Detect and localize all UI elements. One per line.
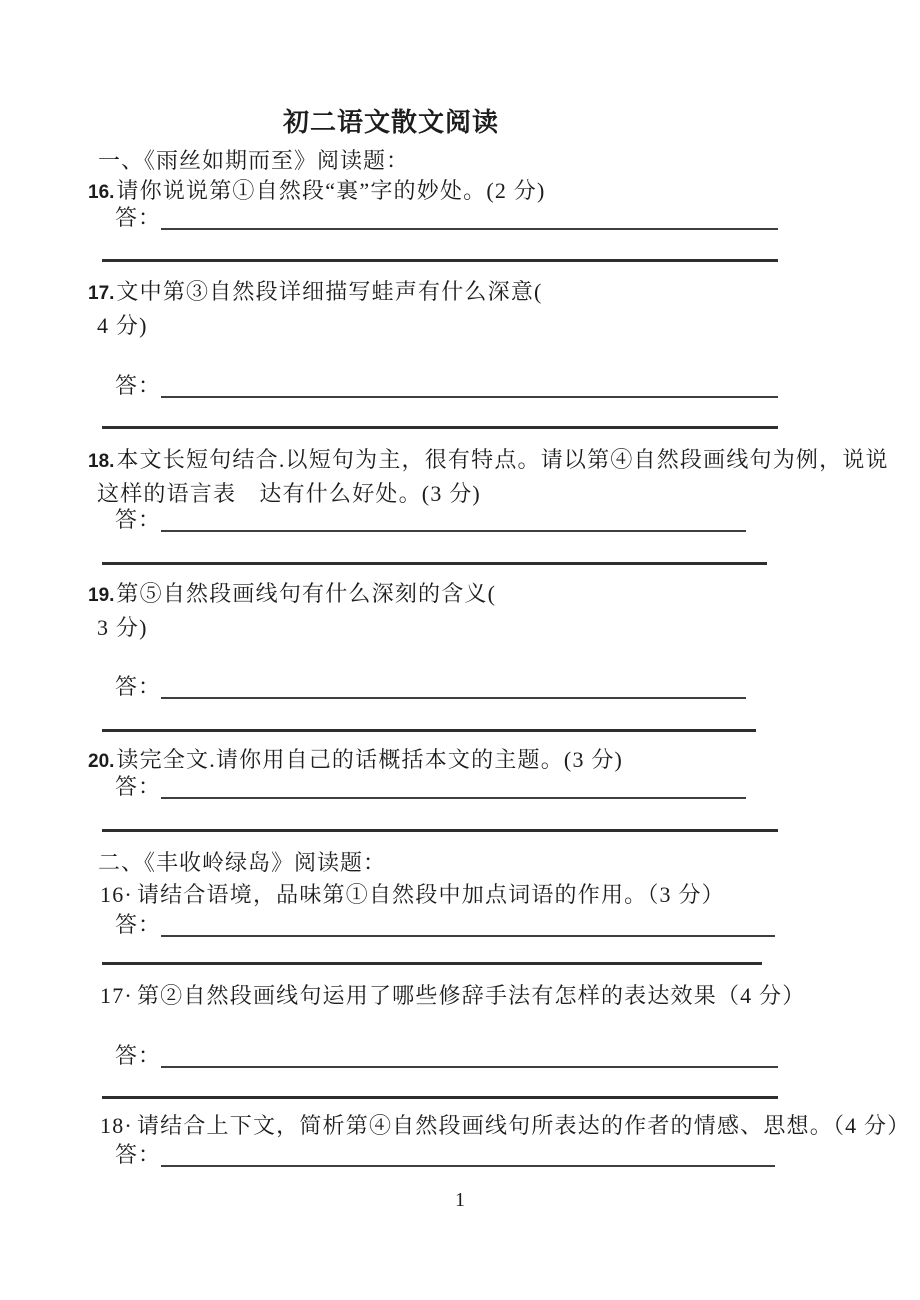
question-number: 16.: [88, 182, 115, 203]
question-number: 17.: [88, 283, 115, 304]
answer-rule: [102, 426, 778, 429]
answer-blank: [161, 206, 778, 230]
question-text: 第⑤自然段画线句有什么深刻的含义(: [116, 581, 497, 606]
answer-rule: [102, 729, 756, 732]
page-title: 初二语文散文阅读: [283, 108, 500, 137]
question-16-1: [88, 174, 546, 205]
question-18-2: [100, 1109, 910, 1140]
answer-label: 答：: [115, 205, 162, 230]
question-17-2: [100, 979, 805, 1010]
answer-blank: [161, 1143, 775, 1167]
answer-label: 答：: [115, 373, 162, 398]
question-text: 本文长短句结合.以短句为主，很有特点。请以第④自然段画线句为例，说说: [116, 447, 889, 472]
answer-label: 答：: [115, 1043, 162, 1068]
question-text: 请你说说第①自然段“裏”字的妙处。(2 分): [116, 178, 546, 203]
question-number: 20.: [88, 751, 115, 772]
question-20-1: [88, 743, 623, 774]
answer-blank: [161, 913, 775, 937]
question-text: 文中第③自然段详细描写蛙声有什么深意(: [116, 279, 543, 304]
question-text: 读完全文.请你用自己的话概括本文的主题。(3 分): [116, 747, 624, 772]
page-number: 1: [455, 1189, 465, 1211]
question-number: 17·: [100, 983, 133, 1008]
answer-label: 答：: [115, 1142, 162, 1167]
answer-line-17-1: [115, 374, 778, 398]
question-18-1: [88, 443, 889, 474]
answer-rule: [102, 1096, 778, 1099]
answer-label: 答：: [115, 912, 162, 937]
answer-line-16-2: [115, 913, 775, 937]
question-text: 第②自然段画线句运用了哪些修辞手法有怎样的表达效果（4 分）: [136, 983, 806, 1008]
question-16-2: [100, 878, 725, 909]
section-2-heading: 二、《丰收岭绿岛》阅读题：: [98, 850, 387, 875]
answer-rule: [102, 962, 762, 965]
question-text-continued: 4 分): [97, 313, 148, 338]
answer-line-18-2: [115, 1143, 775, 1167]
question-text-continued: 这样的语言表 达有什么好处。(3 分): [97, 481, 481, 506]
answer-line-18-1: [115, 508, 746, 532]
question-number: 19.: [88, 585, 115, 606]
question-text: 请结合语境，品味第①自然段中加点词语的作用。（3 分）: [136, 882, 725, 907]
answer-label: 答：: [115, 774, 162, 799]
question-number: 18·: [100, 1113, 133, 1138]
answer-rule: [102, 259, 778, 262]
answer-blank: [161, 775, 746, 799]
question-text: 请结合上下文，简析第④自然段画线句所表达的作者的情感、思想。（4 分）: [136, 1113, 911, 1138]
answer-blank: [161, 1044, 778, 1068]
answer-label: 答：: [115, 674, 162, 699]
answer-line-17-2: [115, 1044, 778, 1068]
answer-blank: [161, 675, 746, 699]
question-19-1: [88, 577, 496, 608]
answer-line-20-1: [115, 775, 746, 799]
answer-rule: [102, 562, 767, 565]
question-17-1: [88, 275, 543, 306]
answer-label: 答：: [115, 507, 162, 532]
section-1-heading: 一、《雨丝如期而至》阅读题：: [98, 148, 410, 173]
answer-rule: [102, 829, 778, 832]
answer-blank: [161, 508, 746, 532]
answer-line-16-1: [115, 206, 778, 230]
question-number: 18.: [88, 451, 115, 472]
answer-line-19-1: [115, 675, 746, 699]
question-text-continued: 3 分): [97, 615, 148, 640]
answer-blank: [161, 374, 778, 398]
question-number: 16·: [100, 882, 133, 907]
